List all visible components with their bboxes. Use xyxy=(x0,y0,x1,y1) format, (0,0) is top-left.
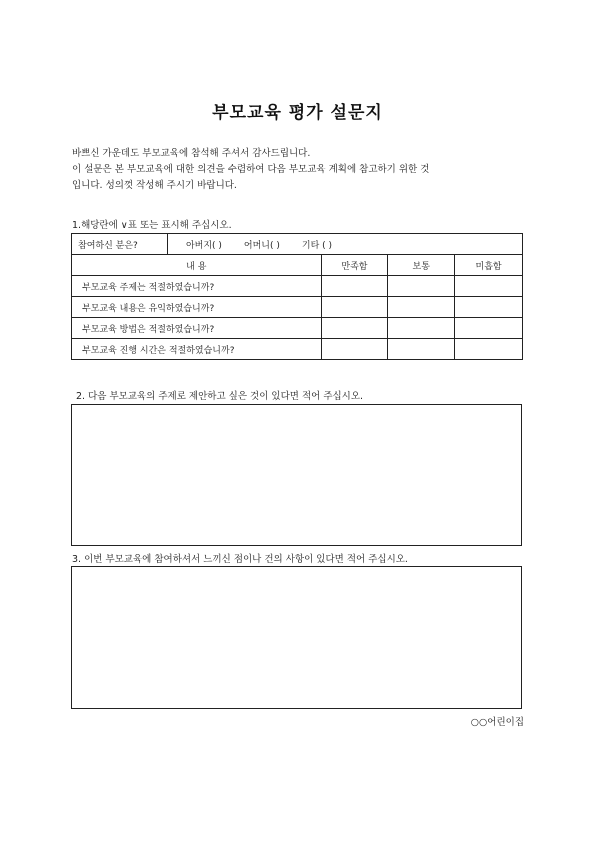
intro-line-3: 입니다. 성의껏 작성해 주시기 바랍니다. xyxy=(72,180,237,191)
page-title: 부모교육 평가 설문지 xyxy=(212,103,383,123)
checkbox-cell-lacking[interactable] xyxy=(455,276,523,297)
checkbox-cell-normal[interactable] xyxy=(388,339,455,360)
checkbox-cell-normal[interactable] xyxy=(388,297,455,318)
row-question: 부모교육 진행 시간은 적절하였습니까? xyxy=(72,339,322,360)
attendee-option-other[interactable]: 기타 ( ) xyxy=(301,240,333,251)
header-content: 내 용 xyxy=(72,255,322,276)
intro-text xyxy=(72,146,527,194)
intro-line-2: 이 설문은 본 부모교육에 대한 의견을 수렴하여 다음 부모교육 계획에 참고하기 위한 것 xyxy=(72,164,430,175)
attendee-option-mother[interactable]: 어머니( ) xyxy=(243,240,280,251)
row-question: 부모교육 주제는 적절하였습니까? xyxy=(72,276,322,297)
attendee-row xyxy=(72,234,523,255)
table-row xyxy=(72,276,523,297)
checkbox-cell-satisfied[interactable] xyxy=(321,339,388,360)
row-question: 부모교육 방법은 적절하였습니까? xyxy=(72,318,322,339)
attendee-options[interactable] xyxy=(167,234,522,255)
checkbox-cell-lacking[interactable] xyxy=(455,339,523,360)
table-row xyxy=(72,339,523,360)
header-satisfied: 만족함 xyxy=(321,255,388,276)
intro-line-1: 바쁘신 가운데도 부모교육에 참석해 주셔서 감사드립니다. xyxy=(72,148,311,159)
header-lacking: 미흡함 xyxy=(455,255,523,276)
suggestion-answer-box[interactable] xyxy=(71,404,522,546)
checkbox-cell-satisfied[interactable] xyxy=(321,297,388,318)
table-header-row xyxy=(72,255,523,276)
row-question: 부모교육 내용은 유익하였습니까? xyxy=(72,297,322,318)
question-1-label: 1.해당란에 ∨표 또는 표시해 주십시오. xyxy=(72,220,232,231)
question-2-label: 2. 다음 부모교육의 주제로 제안하고 싶은 것이 있다면 적어 주십시오. xyxy=(76,391,364,402)
checkbox-cell-satisfied[interactable] xyxy=(321,318,388,339)
table-row xyxy=(72,297,523,318)
question-3-label: 3. 이번 부모교육에 참여하셔서 느끼신 점이나 건의 사항이 있다면 적어 주십시오. xyxy=(72,554,408,565)
feedback-answer-box[interactable] xyxy=(71,566,522,709)
rating-table xyxy=(71,233,523,360)
table-row xyxy=(72,318,523,339)
checkbox-cell-normal[interactable] xyxy=(388,318,455,339)
checkbox-cell-satisfied[interactable] xyxy=(321,276,388,297)
attendee-option-father[interactable]: 아버지( ) xyxy=(185,240,222,251)
kindergarten-name: ○○어린이집 xyxy=(470,717,524,728)
checkbox-cell-normal[interactable] xyxy=(388,276,455,297)
checkbox-cell-lacking[interactable] xyxy=(455,297,523,318)
checkbox-cell-lacking[interactable] xyxy=(455,318,523,339)
attendee-label: 참여하신 분은? xyxy=(72,234,168,255)
header-normal: 보통 xyxy=(388,255,455,276)
